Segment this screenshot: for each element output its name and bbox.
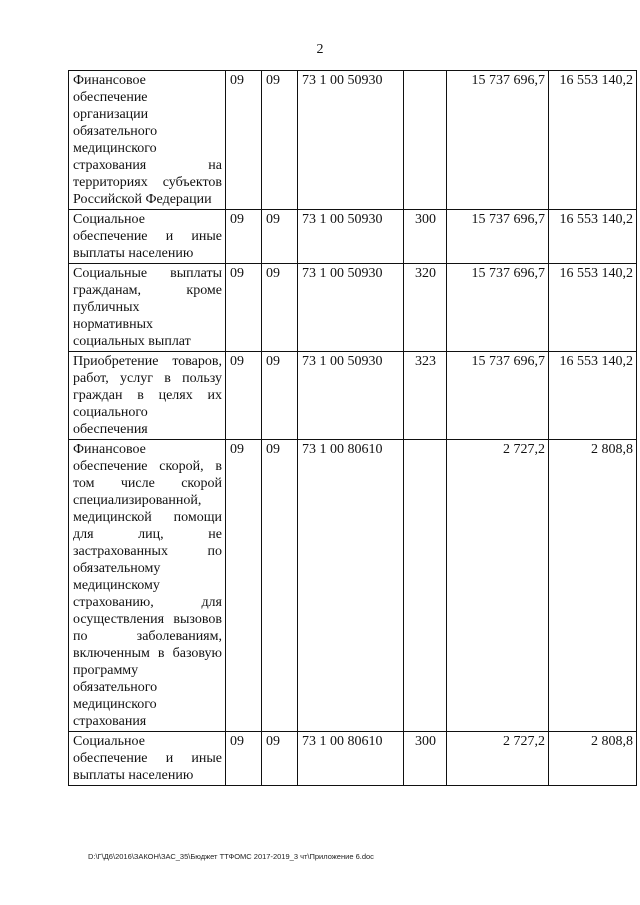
table-row	[69, 440, 637, 732]
amount-year-2-cell: 2 808,8	[549, 732, 637, 786]
section-code-cell: 09	[226, 210, 262, 264]
amount-year-2-cell: 16 553 140,2	[549, 264, 637, 352]
expense-type-cell: 323	[404, 352, 447, 440]
expense-type-cell	[404, 71, 447, 210]
table-row	[69, 264, 637, 352]
target-article-cell: 73 1 00 50930	[298, 71, 404, 210]
amount-year-2-cell: 2 808,8	[549, 440, 637, 732]
amount-year-1-cell: 2 727,2	[447, 732, 549, 786]
expense-type-cell: 320	[404, 264, 447, 352]
document-file-path: D:\Г\Д6\2016\ЗАКОН\ЗАС_35\Бюджет ТТФОМС 2017-2019_3 чт\Приложение 6.doc	[88, 852, 374, 861]
amount-year-2-cell: 16 553 140,2	[549, 210, 637, 264]
subsection-code-cell: 09	[262, 264, 298, 352]
budget-table-body	[69, 71, 637, 786]
budget-table	[68, 70, 637, 786]
subsection-code-cell: 09	[262, 732, 298, 786]
row-name-cell: Финансовое обеспечение организации обязательного медицинского страхования на территориях субъектов Российской Федерации	[69, 71, 226, 210]
table-row	[69, 210, 637, 264]
amount-year-2-cell: 16 553 140,2	[549, 71, 637, 210]
expense-type-cell: 300	[404, 732, 447, 786]
target-article-cell: 73 1 00 80610	[298, 732, 404, 786]
subsection-code-cell: 09	[262, 210, 298, 264]
row-name-cell: Приобретение товаров, работ, услуг в пользу граждан в целях их социального обеспечения	[69, 352, 226, 440]
expense-type-cell	[404, 440, 447, 732]
amount-year-1-cell: 2 727,2	[447, 440, 549, 732]
target-article-cell: 73 1 00 50930	[298, 352, 404, 440]
expense-type-cell: 300	[404, 210, 447, 264]
subsection-code-cell: 09	[262, 440, 298, 732]
section-code-cell: 09	[226, 440, 262, 732]
table-row	[69, 732, 637, 786]
target-article-cell: 73 1 00 50930	[298, 264, 404, 352]
amount-year-2-cell: 16 553 140,2	[549, 352, 637, 440]
row-name-cell: Социальные выплаты гражданам, кроме публичных нормативных социальных выплат	[69, 264, 226, 352]
subsection-code-cell: 09	[262, 352, 298, 440]
row-name-cell: Социальное обеспечение и иные выплаты населению	[69, 732, 226, 786]
section-code-cell: 09	[226, 71, 262, 210]
amount-year-1-cell: 15 737 696,7	[447, 264, 549, 352]
amount-year-1-cell: 15 737 696,7	[447, 352, 549, 440]
section-code-cell: 09	[226, 264, 262, 352]
table-row	[69, 71, 637, 210]
page-number: 2	[316, 42, 324, 57]
target-article-cell: 73 1 00 80610	[298, 440, 404, 732]
amount-year-1-cell: 15 737 696,7	[447, 210, 549, 264]
amount-year-1-cell: 15 737 696,7	[447, 71, 549, 210]
target-article-cell: 73 1 00 50930	[298, 210, 404, 264]
section-code-cell: 09	[226, 352, 262, 440]
row-name-cell: Социальное обеспечение и иные выплаты населению	[69, 210, 226, 264]
section-code-cell: 09	[226, 732, 262, 786]
table-row	[69, 352, 637, 440]
row-name-cell: Финансовое обеспечение скорой, в том числе скорой специализированной, медицинской помощи для лиц, не застрахованных по обязательному медицинскому страхованию, для осуществления вызовов по заболеваниям, включенным в базовую программу обязательного медицинского страхования	[69, 440, 226, 732]
subsection-code-cell: 09	[262, 71, 298, 210]
